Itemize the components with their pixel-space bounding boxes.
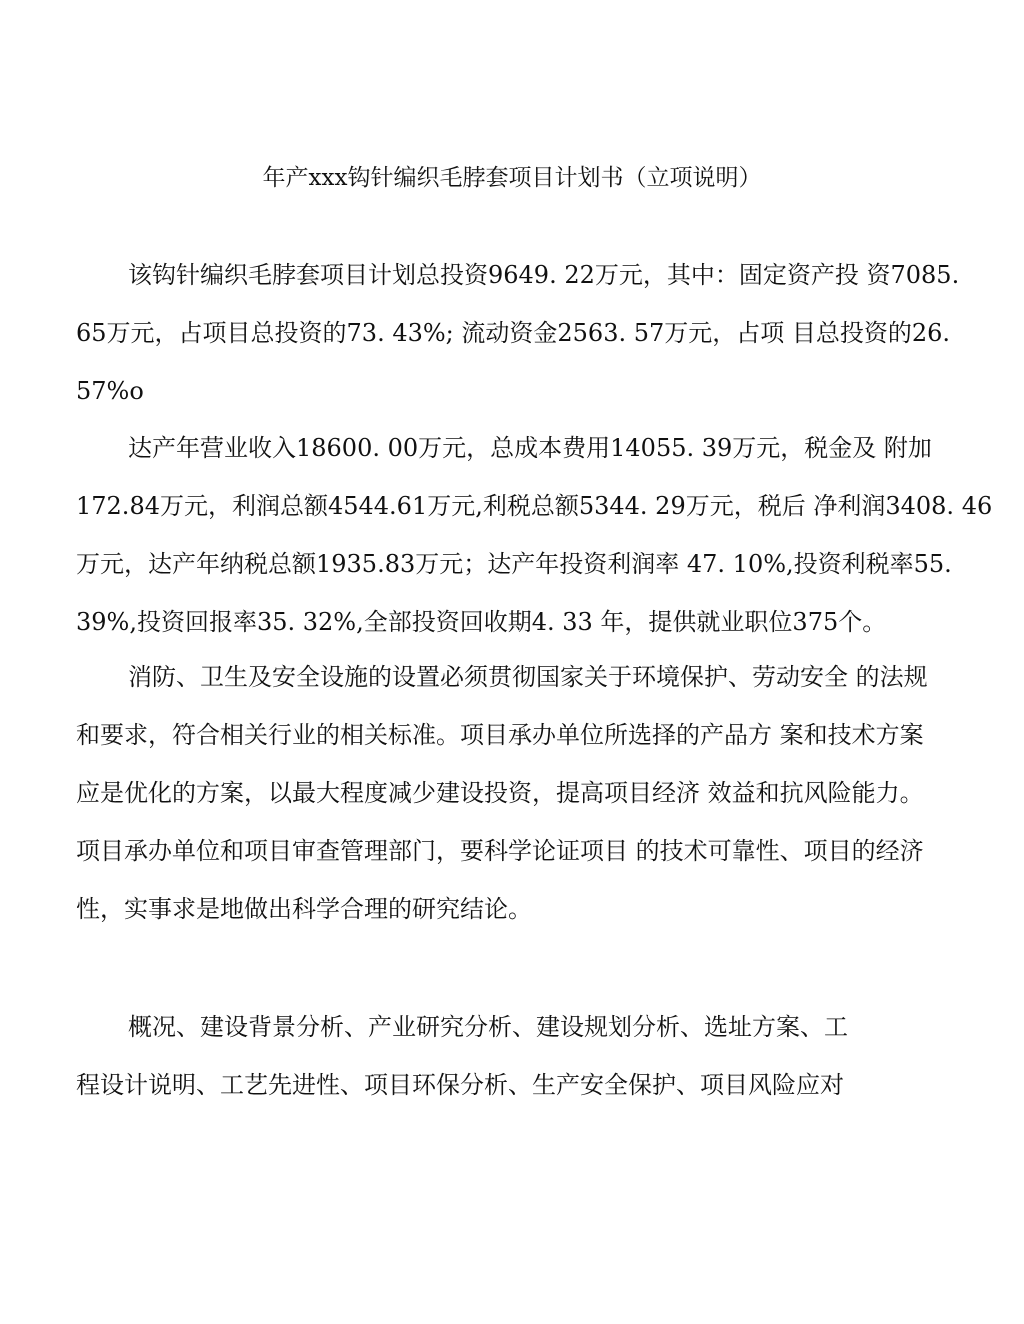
paragraph-line: 概况、建设背景分析、产业研究分析、建设规划分析、选址方案、工 xyxy=(128,1013,848,1041)
paragraph-line: 应是优化的方案，以最大程度减少建设投资，提高项目经济 效益和抗风险能力。 xyxy=(76,779,924,807)
paragraph-line: 程设计说明、工艺先进性、项目环保分析、生产安全保护、项目风险应对 xyxy=(76,1071,844,1099)
paragraph-line: 172.84万元，利润总额4544.61万元,利税总额5344. 29万元，税后 净利润3408. 46 xyxy=(76,492,993,520)
paragraph-line: 39%,投资回报率35. 32%,全部投资回收期4. 33 年，提供就业职位375个。 xyxy=(76,608,887,636)
paragraph-line: 和要求，符合相关行业的相关标准。项目承办单位所选择的产品方 案和技术方案 xyxy=(76,721,924,749)
paragraph-line: 项目承办单位和项目审查管理部门，要科学论证项目 的技术可靠性、项目的经济 xyxy=(76,837,924,865)
paragraph-line: 该钩针编织毛脖套项目计划总投资9649. 22万元，其中：固定资产投 资7085. xyxy=(128,261,960,289)
paragraph-line: 达产年营业收入18600. 00万元，总成本费用14055. 39万元，税金及 附加 xyxy=(128,434,932,462)
paragraph-line: 万元，达产年纳税总额1935.83万元；达产年投资利润率 47. 10%,投资利税率55. xyxy=(76,550,952,578)
paragraph-investment xyxy=(76,246,959,420)
paragraph-contents xyxy=(76,998,848,1114)
paragraph-line: 57%o xyxy=(76,377,144,405)
paragraph-safety xyxy=(76,648,928,938)
paragraph-line: 消防、卫生及安全设施的设置必须贯彻国家关于环境保护、劳动安全 的法规 xyxy=(128,663,928,691)
document-title: 年产xxx钩针编织毛脖套项目计划书（立项说明） xyxy=(262,165,762,191)
paragraph-line: 65万元，占项目总投资的73. 43%; 流动资金2563. 57万元，占项 目总投资的26. xyxy=(76,319,951,347)
paragraph-line: 性，实事求是地做出科学合理的研究结论。 xyxy=(76,895,532,923)
paragraph-revenue xyxy=(76,419,992,651)
